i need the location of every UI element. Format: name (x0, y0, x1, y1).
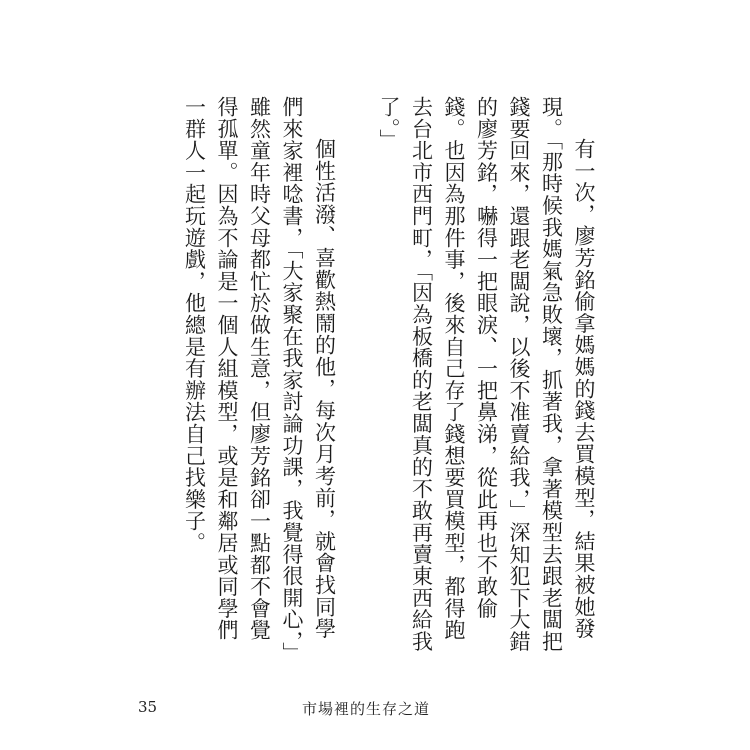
body-text (178, 96, 600, 656)
page-footer (0, 698, 750, 722)
running-title: 市場裡的生存之道 (302, 700, 431, 718)
paragraph-1: 有一次，廖芳銘偷拿媽媽的錢去買模型，結果被她發現。「那時候我媽氣急敗壞，抓著我，拿著模型去跟老闆把錢要回來，還跟老闆說，以後不准賣給我，」深知犯下大錯的廖芳銘，嚇得一把眼淚、一把鼻涕，從此再也不敢偷錢。也因為那件事，後來自己存了錢想要買模型，都得跑去台北市西門町，「因為板橋的老闆真的不敢再賣東西給我了。」 (377, 96, 596, 653)
paragraph-2: 個性活潑、喜歡熱鬧的他，每次月考前，就會找同學們來家裡唸書，「大家聚在我家討論功課，我覺得很開心，」雖然童年時父母都忙於做生意，但廖芳銘卻一點都不會覺得孤單。因為不論是一個人組模型，或是和鄰居或同學們一群人一起玩遊戲，他總是有辦法自己找樂子。 (182, 96, 337, 654)
page-number: 35 (138, 698, 158, 716)
